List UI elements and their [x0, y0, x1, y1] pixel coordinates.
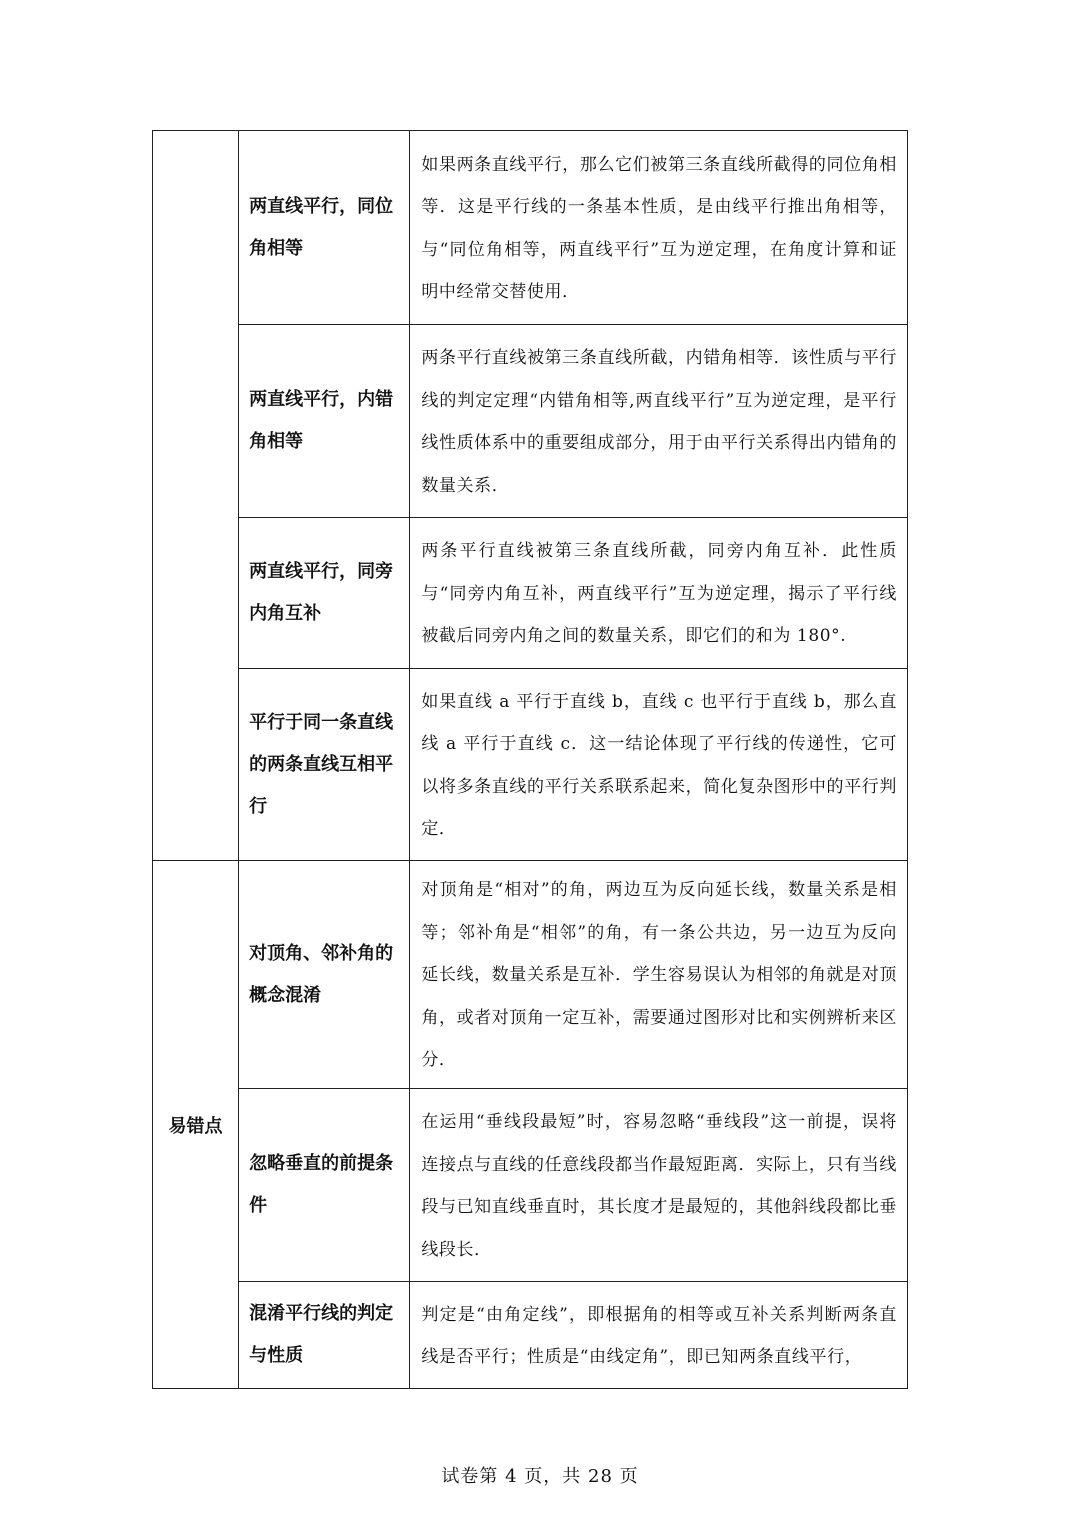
term-cell: 忽略垂直的前提条件: [239, 1089, 410, 1282]
term-cell: 混淆平行线的判定与性质: [239, 1282, 410, 1389]
table-row: [153, 1282, 908, 1389]
description-cell: 对顶角是“相对”的角，两边互为反向延长线，数量关系是相等；邻补角是“相邻”的角，有一条公共边，另一边互为反向延长线，数量关系是互补．学生容易误认为相邻的角就是对顶角，或者对顶角一定互补，需要通过图形对比和实例辨析来区分．: [410, 861, 908, 1089]
description-cell: 在运用“垂线段最短”时，容易忽略“垂线段”这一前提，误将连接点与直线的任意线段都当作最短距离．实际上，只有当线段与已知直线垂直时，其长度才是最短的，其他斜线段都比垂线段长．: [410, 1089, 908, 1282]
term-cell: 两直线平行，内错角相等: [239, 325, 410, 518]
category-cell: [153, 131, 239, 861]
term-cell: 两直线平行，同位角相等: [239, 131, 410, 325]
table-row: [153, 325, 908, 518]
page-footer: 试卷第 4 页，共 28 页: [441, 1466, 639, 1487]
knowledge-table: [152, 130, 908, 1389]
term-cell: 两直线平行，同旁内角互补: [239, 518, 410, 669]
table-row: [153, 131, 908, 325]
description-cell: 两条平行直线被第三条直线所截，同旁内角互补．此性质与“同旁内角互补，两直线平行”互为逆定理，揭示了平行线被截后同旁内角之间的数量关系，即它们的和为 180°.: [410, 518, 908, 669]
table-row: [153, 1089, 908, 1282]
term-cell: 对顶角、邻补角的概念混淆: [239, 861, 410, 1089]
table-row: [153, 861, 908, 1089]
table-row: [153, 669, 908, 861]
description-cell: 如果两条直线平行，那么它们被第三条直线所截得的同位角相等．这是平行线的一条基本性质，是由线平行推出角相等，与“同位角相等，两直线平行”互为逆定理，在角度计算和证明中经常交替使用．: [410, 131, 908, 325]
category-cell: 易错点: [153, 861, 239, 1389]
table-row: [153, 518, 908, 669]
term-cell: 平行于同一条直线的两条直线互相平行: [239, 669, 410, 861]
description-cell: 判定是“由角定线”，即根据角的相等或互补关系判断两条直线是否平行；性质是“由线定角”，即已知两条直线平行，: [410, 1282, 908, 1389]
description-cell: 两条平行直线被第三条直线所截，内错角相等．该性质与平行线的判定定理“内错角相等,两直线平行”互为逆定理，是平行线性质体系中的重要组成部分，用于由平行关系得出内错角的数量关系．: [410, 325, 908, 518]
description-cell: 如果直线 a 平行于直线 b，直线 c 也平行于直线 b，那么直线 a 平行于直线 c．这一结论体现了平行线的传递性，它可以将多条直线的平行关系联系起来，简化复杂图形中的平行判定．: [410, 669, 908, 861]
